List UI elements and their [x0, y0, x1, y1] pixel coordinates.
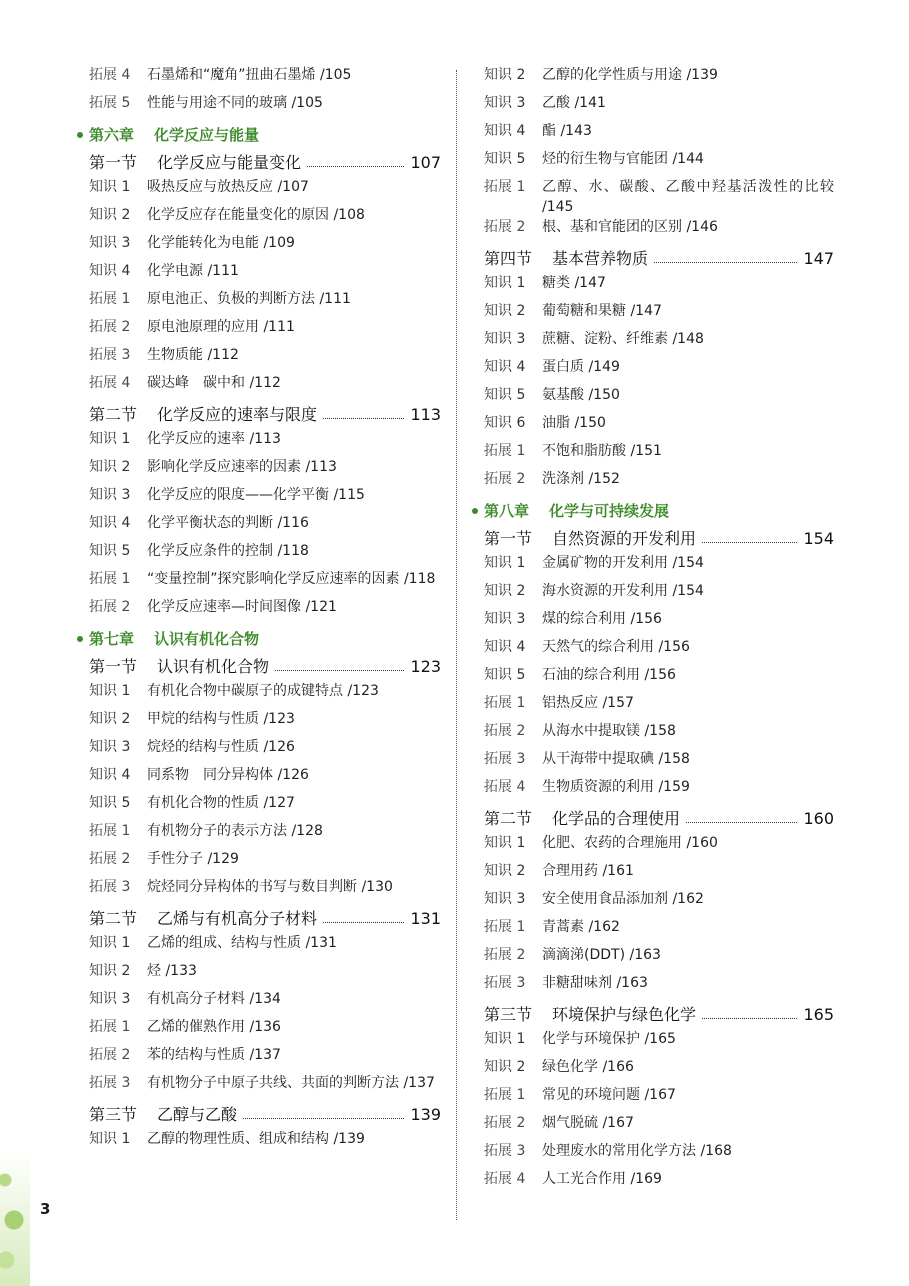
entry-text: 氨基酸 /150 [542, 387, 620, 403]
knowledge-entry[interactable] [484, 637, 834, 665]
extension-entry[interactable] [89, 317, 441, 345]
dot-leader [323, 418, 404, 419]
dot-leader [702, 1018, 797, 1019]
extension-entry[interactable] [484, 1085, 834, 1113]
extension-entry[interactable] [484, 217, 834, 245]
knowledge-entry[interactable] [484, 273, 834, 301]
extension-entry[interactable] [484, 469, 834, 497]
section-title: 化学反应的速率与限度 [157, 405, 318, 424]
section-page-number: 131 [410, 909, 441, 928]
entry-text: 有机物分子的表示方法 /128 [147, 823, 323, 839]
section-heading[interactable] [89, 149, 441, 177]
entry-tag: 拓展 4 [89, 375, 131, 391]
extension-entry[interactable] [89, 345, 441, 373]
entry-tag: 知识 4 [89, 515, 131, 531]
entry-tag: 拓展 1 [89, 823, 131, 839]
knowledge-entry[interactable] [89, 177, 441, 205]
entry-tag: 知识 4 [484, 359, 526, 375]
knowledge-entry[interactable] [484, 329, 834, 357]
entry-tag: 知识 2 [89, 207, 131, 223]
extension-entry[interactable] [89, 65, 441, 93]
entry-tag: 拓展 2 [89, 319, 131, 335]
entry-text: 碳达峰 碳中和 /112 [147, 375, 281, 391]
knowledge-entry[interactable] [89, 429, 441, 457]
entry-tag: 知识 1 [484, 1031, 526, 1047]
entry-text: 石墨烯和“魔角”扭曲石墨烯 /105 [147, 67, 352, 83]
section-title: 自然资源的开发利用 [552, 529, 697, 548]
entry-text: 有机高分子材料 /134 [147, 991, 281, 1007]
entry-text: 有机物分子中原子共线、共面的判断方法 /137 [147, 1075, 435, 1091]
extension-entry[interactable] [484, 777, 834, 805]
entry-tag: 拓展 2 [89, 851, 131, 867]
entry-tag: 拓展 2 [89, 599, 131, 615]
dot-leader [702, 542, 797, 543]
chapter-heading [89, 625, 441, 653]
entry-tag: 拓展 1 [89, 571, 131, 587]
entry-text: 化学反应的速率 /113 [147, 431, 281, 447]
entry-text: 生物质资源的利用 /159 [542, 779, 690, 795]
entry-tag: 知识 6 [484, 415, 526, 431]
section-number: 第一节 [484, 529, 533, 548]
entry-tag: 知识 3 [484, 331, 526, 347]
knowledge-entry[interactable] [89, 513, 441, 541]
knowledge-entry[interactable] [484, 833, 834, 861]
entry-text: 油脂 /150 [542, 415, 606, 431]
section-number: 第三节 [484, 1005, 533, 1024]
dot-leader [654, 262, 797, 263]
section-heading[interactable] [89, 1101, 441, 1129]
knowledge-entry[interactable] [484, 609, 834, 637]
entry-tag: 知识 5 [484, 667, 526, 683]
knowledge-entry[interactable] [89, 541, 441, 569]
entry-tag: 知识 2 [89, 459, 131, 475]
entry-tag: 知识 3 [89, 487, 131, 503]
extension-entry[interactable] [89, 877, 441, 905]
entry-text: 烷烃的结构与性质 /126 [147, 739, 295, 755]
knowledge-entry[interactable] [89, 737, 441, 765]
entry-tag: 拓展 1 [484, 443, 526, 459]
entry-tag: 拓展 2 [484, 947, 526, 963]
knowledge-entry[interactable] [484, 861, 834, 889]
entry-text: 乙烯的组成、结构与性质 /131 [147, 935, 337, 951]
entry-text: 化肥、农药的合理施用 /160 [542, 835, 718, 851]
entry-text: 从海水中提取镁 /158 [542, 723, 676, 739]
entry-text: 乙烯的催熟作用 /136 [147, 1019, 281, 1035]
entry-text: 非糖甜味剂 /163 [542, 975, 648, 991]
entry-text: 乙醇的物理性质、组成和结构 /139 [147, 1131, 365, 1147]
chapter-title: 认识有机化合物 [154, 630, 260, 648]
section-number: 第三节 [89, 1105, 138, 1124]
knowledge-entry[interactable] [484, 121, 834, 149]
section-number: 第二节 [89, 405, 138, 424]
section-heading[interactable] [89, 401, 441, 429]
entry-text: 人工光合作用 /169 [542, 1171, 662, 1187]
extension-entry[interactable] [484, 917, 834, 945]
section-number: 第一节 [89, 657, 138, 676]
entry-text: 烷烃同分异构体的书写与数目判断 /130 [147, 879, 393, 895]
extension-entry[interactable] [89, 597, 441, 625]
extension-entry[interactable] [89, 1017, 441, 1045]
section-page-number: 165 [803, 1005, 834, 1024]
entry-tag: 拓展 4 [484, 779, 526, 795]
entry-text: 影响化学反应速率的因素 /113 [147, 459, 337, 475]
chapter-heading [89, 121, 441, 149]
entry-tag: 知识 1 [484, 835, 526, 851]
entry-text: 蛋白质 /149 [542, 359, 620, 375]
section-heading[interactable] [484, 525, 834, 553]
entry-text: 烃的衍生物与官能团 /144 [542, 151, 704, 167]
knowledge-entry[interactable] [484, 1029, 834, 1057]
entry-tag: 拓展 2 [484, 471, 526, 487]
knowledge-entry[interactable] [484, 357, 834, 385]
entry-text: 常见的环境问题 /167 [542, 1087, 676, 1103]
entry-tag: 知识 5 [484, 151, 526, 167]
entry-tag: 知识 3 [484, 95, 526, 111]
knowledge-entry[interactable] [484, 553, 834, 581]
entry-text: “变量控制”探究影响化学反应速率的因素 /118 [147, 571, 436, 587]
entry-text: 有机化合物的性质 /127 [147, 795, 295, 811]
entry-tag: 拓展 3 [89, 879, 131, 895]
entry-tag: 拓展 3 [89, 347, 131, 363]
entry-text: 原电池原理的应用 /111 [147, 319, 295, 335]
knowledge-entry[interactable] [89, 709, 441, 737]
section-number: 第一节 [89, 153, 138, 172]
entry-text: 化学与环境保护 /165 [542, 1031, 676, 1047]
knowledge-entry[interactable] [89, 485, 441, 513]
entry-text: 化学反应的限度——化学平衡 /115 [147, 487, 365, 503]
toc-left-column [89, 65, 441, 1157]
section-title: 基本营养物质 [552, 249, 649, 268]
extension-entry[interactable] [89, 849, 441, 877]
entry-text: 化学电源 /111 [147, 263, 239, 279]
knowledge-entry[interactable] [484, 301, 834, 329]
extension-entry[interactable] [484, 1169, 834, 1197]
section-title: 乙烯与有机高分子材料 [157, 909, 318, 928]
section-heading[interactable] [89, 653, 441, 681]
chapter-title: 化学与可持续发展 [549, 502, 670, 520]
extension-entry[interactable] [484, 945, 834, 973]
entry-tag: 拓展 1 [484, 179, 526, 195]
section-page-number: 154 [803, 529, 834, 548]
entry-tag: 知识 2 [89, 963, 131, 979]
entry-tag: 知识 3 [89, 991, 131, 1007]
entry-tag: 拓展 1 [89, 291, 131, 307]
entry-text: 处理废水的常用化学方法 /168 [542, 1143, 732, 1159]
section-heading[interactable] [484, 245, 834, 273]
extension-entry[interactable] [89, 1073, 441, 1101]
knowledge-entry[interactable] [484, 413, 834, 441]
entry-tag: 拓展 3 [484, 975, 526, 991]
section-heading[interactable] [484, 805, 834, 833]
knowledge-entry[interactable] [89, 961, 441, 989]
entry-tag: 拓展 2 [89, 1047, 131, 1063]
extension-entry[interactable] [484, 1141, 834, 1169]
entry-tag: 知识 4 [484, 123, 526, 139]
chapter-title: 化学反应与能量 [154, 126, 260, 144]
entry-tag: 知识 2 [484, 1059, 526, 1075]
entry-tag: 拓展 3 [89, 1075, 131, 1091]
extension-entry[interactable] [484, 441, 834, 469]
chapter-number: 第七章 [89, 630, 135, 648]
entry-tag: 知识 1 [89, 431, 131, 447]
entry-text: 化学反应条件的控制 /118 [147, 543, 309, 559]
entry-text: 乙醇的化学性质与用途 /139 [542, 67, 718, 83]
entry-text: 滴滴涕(DDT) /163 [542, 947, 661, 963]
entry-tag: 拓展 4 [484, 1171, 526, 1187]
entry-tag: 知识 2 [484, 303, 526, 319]
section-title: 认识有机化合物 [157, 657, 270, 676]
knowledge-entry[interactable] [484, 65, 834, 93]
entry-tag: 拓展 3 [484, 751, 526, 767]
entry-text: 糖类 /147 [542, 275, 606, 291]
section-page-number: 160 [803, 809, 834, 828]
entry-text: 安全使用食品添加剂 /162 [542, 891, 704, 907]
bullet-dot-icon [77, 132, 83, 138]
dot-leader [243, 1118, 404, 1119]
chapter-number: 第八章 [484, 502, 530, 520]
knowledge-entry[interactable] [89, 261, 441, 289]
section-page-number: 107 [410, 153, 441, 172]
knowledge-entry[interactable] [484, 581, 834, 609]
knowledge-entry[interactable] [89, 233, 441, 261]
section-title: 化学品的合理使用 [552, 809, 681, 828]
entry-tag: 拓展 1 [484, 695, 526, 711]
entry-tag: 知识 5 [484, 387, 526, 403]
extension-entry[interactable] [89, 93, 441, 121]
entry-text: 葡萄糖和果糖 /147 [542, 303, 662, 319]
extension-entry[interactable] [89, 373, 441, 401]
entry-tag: 拓展 1 [89, 1019, 131, 1035]
column-divider [456, 70, 457, 1220]
entry-tag: 知识 3 [484, 891, 526, 907]
entry-text: 有机化合物中碳原子的成键特点 /123 [147, 683, 379, 699]
entry-tag: 拓展 3 [484, 1143, 526, 1159]
section-page-number: 123 [410, 657, 441, 676]
knowledge-entry[interactable] [89, 989, 441, 1017]
entry-tag: 知识 1 [484, 275, 526, 291]
knowledge-entry[interactable] [89, 1129, 441, 1157]
knowledge-entry[interactable] [484, 1057, 834, 1085]
entry-tag: 知识 1 [484, 555, 526, 571]
extension-entry[interactable] [89, 289, 441, 317]
entry-tag: 知识 1 [89, 683, 131, 699]
entry-text: 化学反应速率—时间图像 /121 [147, 599, 337, 615]
section-number: 第二节 [484, 809, 533, 828]
extension-entry[interactable] [484, 973, 834, 1001]
knowledge-entry[interactable] [484, 889, 834, 917]
extension-entry[interactable] [89, 569, 441, 597]
entry-tag: 拓展 1 [484, 919, 526, 935]
entry-tag: 拓展 2 [484, 1115, 526, 1131]
section-page-number: 147 [803, 249, 834, 268]
entry-text: 苯的结构与性质 /137 [147, 1047, 281, 1063]
entry-text: 从干海带中提取碘 /158 [542, 751, 690, 767]
section-page-number: 139 [410, 1105, 441, 1124]
entry-text: 烟气脱硫 /167 [542, 1115, 634, 1131]
extension-entry[interactable] [484, 693, 834, 721]
entry-text: 化学平衡状态的判断 /116 [147, 515, 309, 531]
section-number: 第四节 [484, 249, 533, 268]
entry-text: 金属矿物的开发利用 /154 [542, 555, 704, 571]
section-page-number: 113 [410, 405, 441, 424]
entry-text: 化学反应存在能量变化的原因 /108 [147, 207, 365, 223]
entry-text: 天然气的综合利用 /156 [542, 639, 690, 655]
knowledge-entry[interactable] [89, 205, 441, 233]
dot-leader [275, 670, 404, 671]
knowledge-entry[interactable] [89, 681, 441, 709]
entry-text: 化学能转化为电能 /109 [147, 235, 295, 251]
section-number: 第二节 [89, 909, 138, 928]
entry-text: 根、基和官能团的区别 /146 [542, 219, 718, 235]
toc-right-column [484, 65, 834, 1197]
entry-tag: 知识 2 [484, 583, 526, 599]
entry-tag: 知识 1 [89, 1131, 131, 1147]
entry-tag: 知识 3 [484, 611, 526, 627]
page-number: 3 [40, 1200, 51, 1218]
knowledge-entry[interactable] [89, 793, 441, 821]
entry-tag: 知识 4 [89, 263, 131, 279]
knowledge-entry[interactable] [484, 665, 834, 693]
entry-text: 生物质能 /112 [147, 347, 239, 363]
dot-leader [323, 922, 404, 923]
entry-tag: 知识 4 [89, 767, 131, 783]
entry-tag: 知识 4 [484, 639, 526, 655]
extension-entry[interactable] [484, 721, 834, 749]
entry-text: 蔗糖、淀粉、纤维素 /148 [542, 331, 704, 347]
entry-tag: 知识 2 [89, 711, 131, 727]
extension-entry[interactable] [89, 1045, 441, 1073]
entry-text: 酯 /143 [542, 123, 592, 139]
entry-text: 吸热反应与放热反应 /107 [147, 179, 309, 195]
section-title: 乙醇与乙酸 [157, 1105, 238, 1124]
knowledge-entry[interactable] [89, 765, 441, 793]
knowledge-entry[interactable] [484, 385, 834, 413]
entry-text: 烃 /133 [147, 963, 197, 979]
section-title: 化学反应与能量变化 [157, 153, 302, 172]
section-heading[interactable] [484, 1001, 834, 1029]
entry-tag: 知识 5 [89, 543, 131, 559]
entry-text: 煤的综合利用 /156 [542, 611, 662, 627]
entry-text: 原电池正、负极的判断方法 /111 [147, 291, 351, 307]
entry-text: 乙醇、水、碳酸、乙酸中羟基活泼性的比较 /145 [542, 179, 834, 215]
entry-tag: 知识 1 [89, 935, 131, 951]
entry-text: 乙酸 /141 [542, 95, 606, 111]
extension-entry[interactable] [89, 821, 441, 849]
corner-leaf-decoration [0, 1150, 30, 1286]
entry-tag: 知识 3 [89, 235, 131, 251]
entry-text: 青蒿素 /162 [542, 919, 620, 935]
section-heading[interactable] [89, 905, 441, 933]
chapter-number: 第六章 [89, 126, 135, 144]
entry-text: 石油的综合利用 /156 [542, 667, 676, 683]
knowledge-entry[interactable] [89, 457, 441, 485]
entry-text: 合理用药 /161 [542, 863, 634, 879]
section-title: 环境保护与绿色化学 [552, 1005, 697, 1024]
entry-tag: 拓展 5 [89, 95, 131, 111]
entry-text: 手性分子 /129 [147, 851, 239, 867]
knowledge-entry[interactable] [484, 149, 834, 177]
entry-tag: 知识 3 [89, 739, 131, 755]
bullet-dot-icon [472, 508, 478, 514]
dot-leader [307, 166, 404, 167]
entry-tag: 知识 5 [89, 795, 131, 811]
entry-tag: 知识 2 [484, 67, 526, 83]
entry-text: 性能与用途不同的玻璃 /105 [147, 95, 323, 111]
entry-tag: 拓展 2 [484, 723, 526, 739]
entry-text: 绿色化学 /166 [542, 1059, 634, 1075]
extension-entry[interactable] [484, 1113, 834, 1141]
entry-text: 铝热反应 /157 [542, 695, 634, 711]
entry-tag: 拓展 1 [484, 1087, 526, 1103]
entry-tag: 拓展 4 [89, 67, 131, 83]
entry-tag: 拓展 2 [484, 219, 526, 235]
entry-text: 甲烷的结构与性质 /123 [147, 711, 295, 727]
chapter-heading [484, 497, 834, 525]
knowledge-entry[interactable] [89, 933, 441, 961]
entry-text: 不饱和脂肪酸 /151 [542, 443, 662, 459]
extension-entry[interactable] [484, 177, 834, 217]
entry-text: 同系物 同分异构体 /126 [147, 767, 309, 783]
entry-tag: 知识 2 [484, 863, 526, 879]
bullet-dot-icon [77, 636, 83, 642]
entry-text: 海水资源的开发利用 /154 [542, 583, 704, 599]
entry-text: 洗涤剂 /152 [542, 471, 620, 487]
knowledge-entry[interactable] [484, 93, 834, 121]
dot-leader [686, 822, 797, 823]
extension-entry[interactable] [484, 749, 834, 777]
entry-tag: 知识 1 [89, 179, 131, 195]
